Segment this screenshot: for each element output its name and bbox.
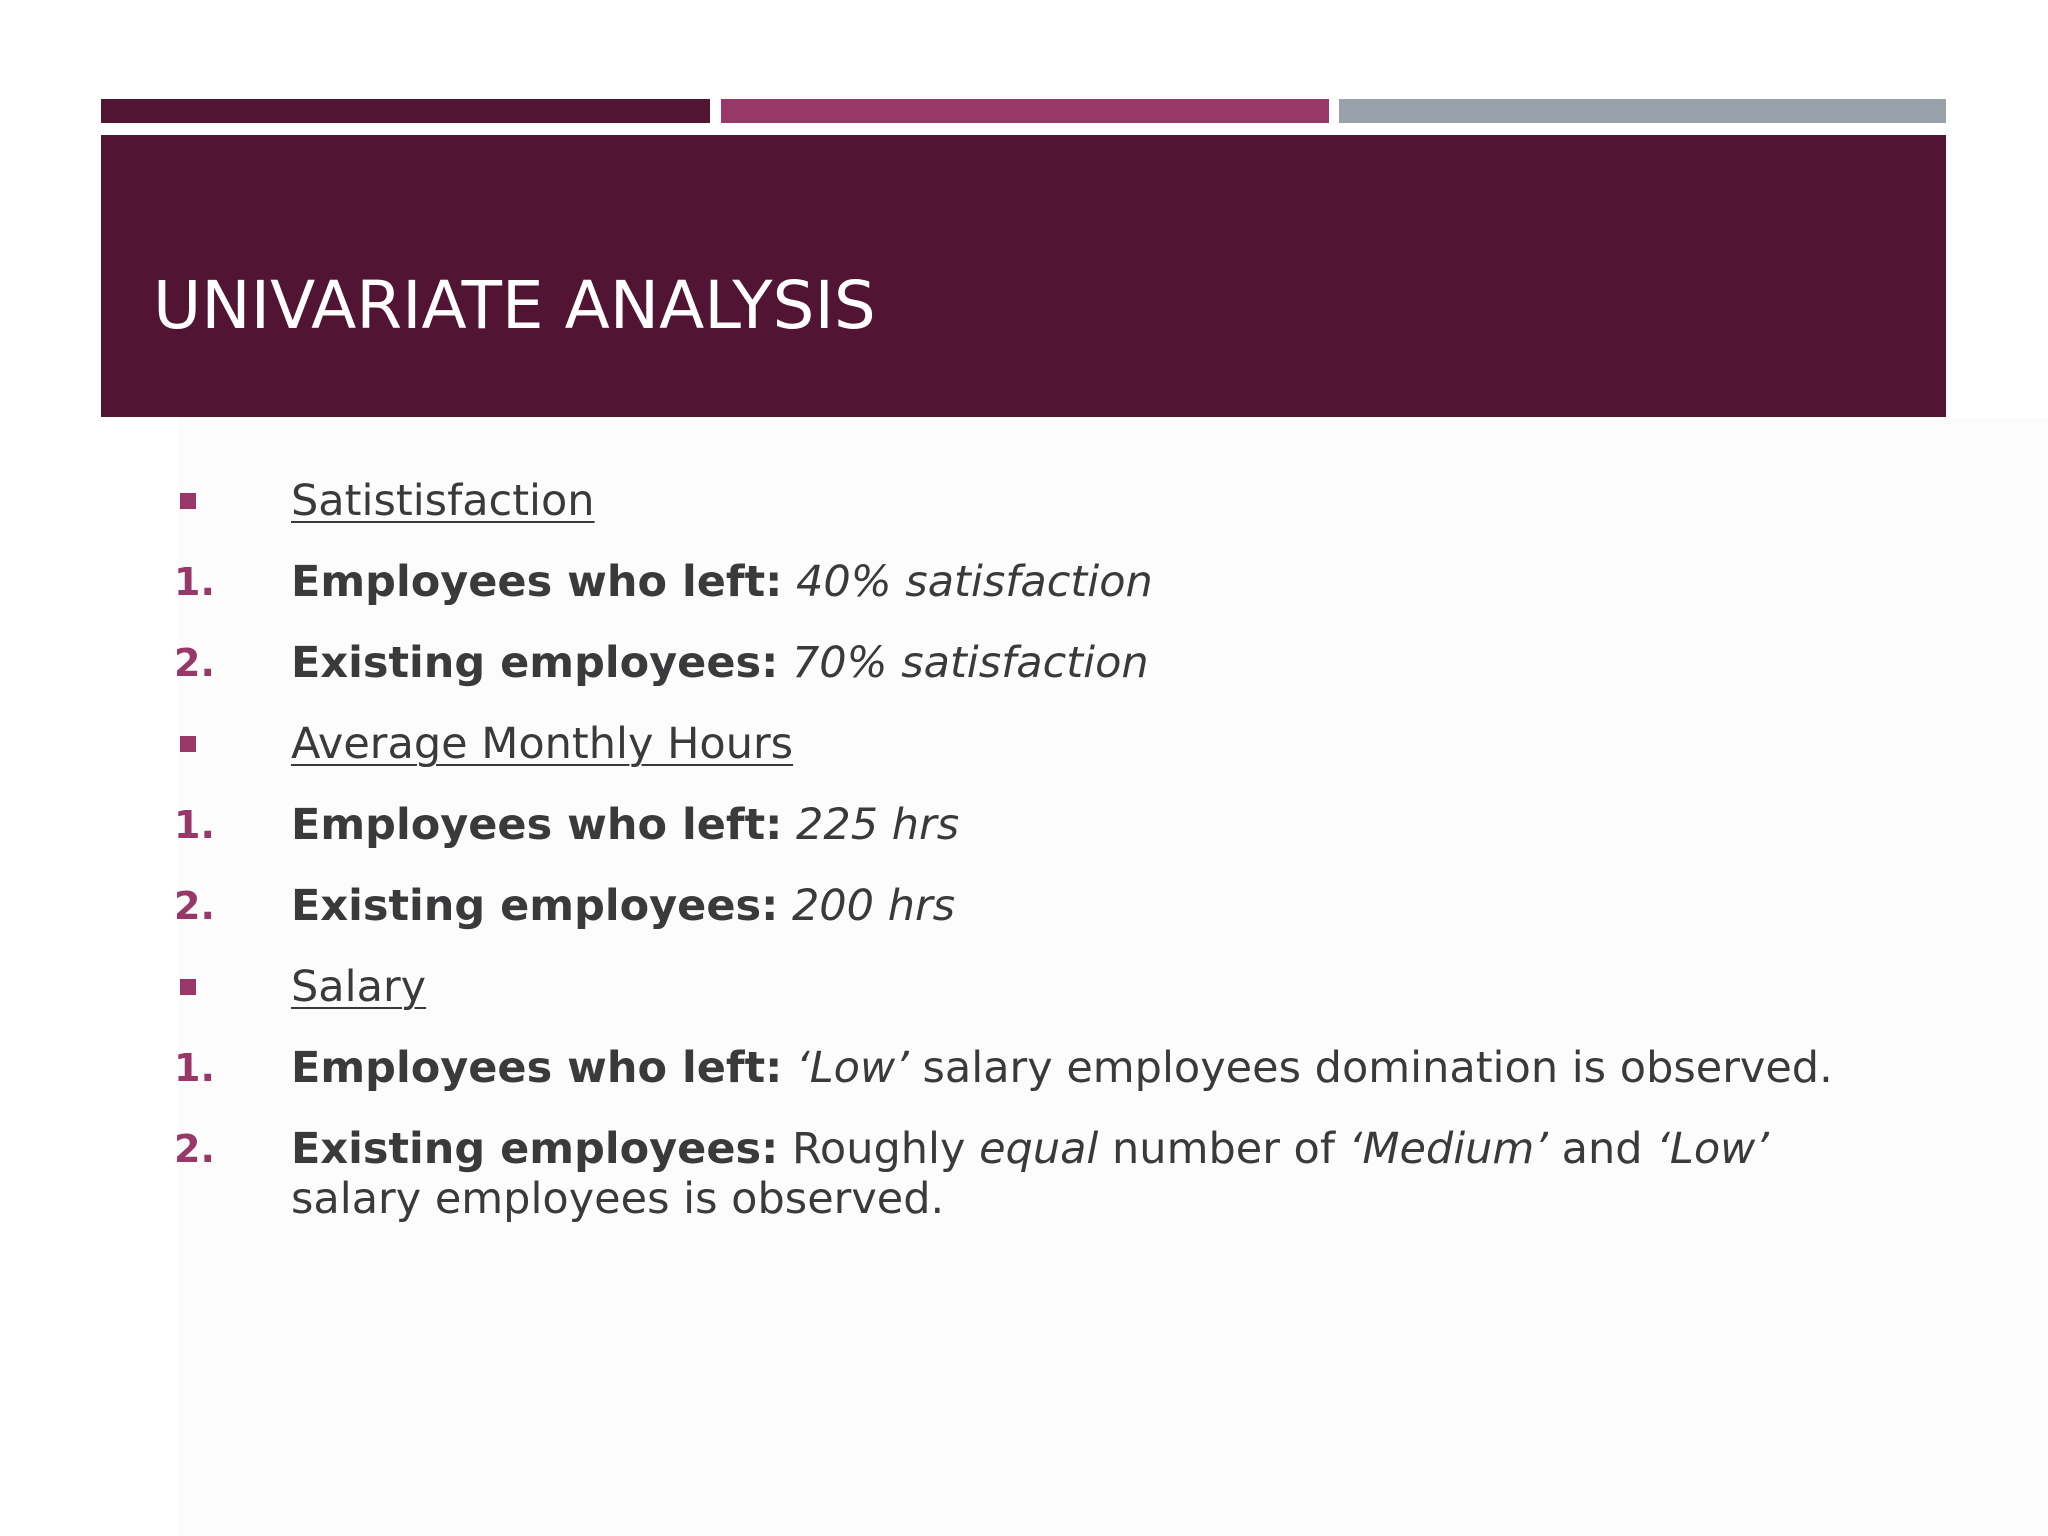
slide-title: UNIVARIATE ANALYSIS <box>153 267 876 344</box>
item-label: Employees who left: <box>291 800 783 850</box>
list-item-text <box>291 638 1891 688</box>
item-label: Employees who left: <box>291 1043 783 1093</box>
list-number: 2. <box>174 641 215 685</box>
section-heading: Average Monthly Hours <box>291 719 794 769</box>
square-bullet-icon <box>180 493 196 509</box>
list-item-text <box>291 1124 1891 1224</box>
list-number: 1. <box>174 560 215 604</box>
item-label: Employees who left: <box>291 557 783 607</box>
item-quote-low: ‘Low’ <box>796 1043 909 1093</box>
item-part1: Roughly <box>778 1124 980 1174</box>
item-equal: equal <box>979 1124 1099 1174</box>
item-value: 40% satisfaction <box>796 557 1153 607</box>
section-heading: Salary <box>291 962 427 1012</box>
list-number: 2. <box>174 1127 215 1171</box>
square-bullet-icon <box>180 736 196 752</box>
item-part2: number of <box>1098 1124 1349 1174</box>
list-number: 2. <box>174 884 215 928</box>
item-value: 200 hrs <box>791 881 956 931</box>
item-quote-medium: ‘Medium’ <box>1348 1124 1548 1174</box>
section-heading: Satistisfaction <box>291 476 595 526</box>
square-bullet-icon <box>180 979 196 995</box>
list-item-text <box>291 881 1891 931</box>
item-value: 70% satisfaction <box>791 638 1149 688</box>
list-item-text <box>291 1043 1891 1093</box>
item-quote-low: ‘Low’ <box>1656 1124 1769 1174</box>
item-rest: salary employees domination is observed. <box>908 1043 1833 1093</box>
item-label: Existing employees: <box>291 1124 779 1174</box>
list-number: 1. <box>174 803 215 847</box>
item-part3: and <box>1547 1124 1657 1174</box>
item-value: 225 hrs <box>796 800 960 850</box>
item-part4: salary employees is observed. <box>291 1174 945 1224</box>
item-label: Existing employees: <box>291 881 779 931</box>
list-number: 1. <box>174 1046 215 1090</box>
list-item-text <box>291 800 1891 850</box>
item-label: Existing employees: <box>291 638 779 688</box>
list-item-text <box>291 557 1891 607</box>
